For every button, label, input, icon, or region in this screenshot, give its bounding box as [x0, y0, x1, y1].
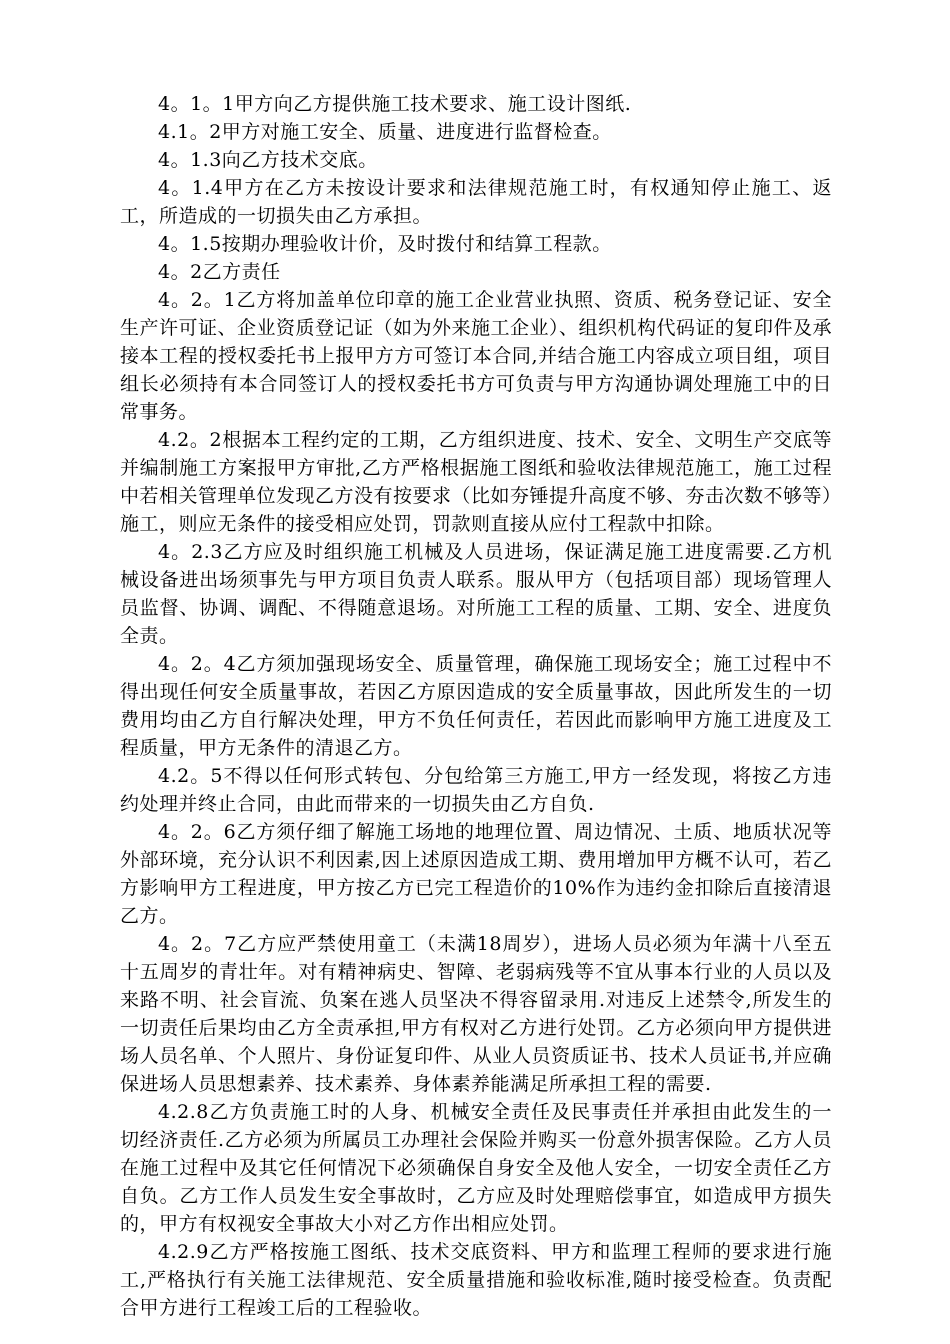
clause-4-1-2: 4.1。2甲方对施工安全、质量、进度进行监督检查。 [158, 121, 612, 143]
clause-4-2-1: 4。2。1乙方将加盖单位印章的施工企业营业执照、资质、税务登记证、安全生产许可证、企业资质登记证（如为外来施工企业）、组织机构代码证的复印件及承接本工程的授权委托书上报甲方方可签订本合同,并结合施工内容成立项目组，项目组长必须持有本合同签订人的授权委托书方可负责与甲方沟通协调处理施工中的日常事务。 [120, 289, 833, 423]
document-body [120, 90, 832, 1322]
clause-4-2-7: 4。2。7乙方应严禁使用童工（未满18周岁），进场人员必须为年满十八至五十五周岁的青壮年。对有精神病史、智障、老弱病残等不宜从事本行业的人员以及来路不明、社会盲流、负案在逃人员坚决不得容留录用.对违反上述禁令,所发生的一切责任后果均由乙方全责承担,甲方有权对乙方进行处罚。乙方必须向甲方提供进场人员名单、个人照片、身份证复印件、从业人员资质证书、技术人员证书,并应确保进场人员思想素养、技术素养、身体素养能满足所承担工程的需要. [120, 933, 832, 1095]
clause-4-2-8: 4.2.8乙方负责施工时的人身、机械安全责任及民事责任并承担由此发生的一切经济责任.乙方必须为所属员工办理社会保险并购买一份意外损害保险。乙方人员在施工过程中及其它任何情况下必须确保自身安全及他人安全，一切安全责任乙方自负。乙方工作人员发生安全事故时，乙方应及时处理赔偿事宜，如造成甲方损失的，甲方有权视安全事故大小对乙方作出相应处罚。 [120, 1101, 832, 1235]
clause-4-2-6: 4。2。6乙方须仔细了解施工场地的地理位置、周边情况、土质、地质状况等外部环境，充分认识不利因素,因上述原因造成工期、费用增加甲方概不认可，若乙方影响甲方工程进度，甲方按乙方已完工程造价的10%作为违约金扣除后直接清退乙方。 [120, 821, 832, 927]
clause-4-2-4: 4。2。4乙方须加强现场安全、质量管理，确保施工现场安全；施工过程中不得出现任何安全质量事故，若因乙方原因造成的安全质量事故，因此所发生的一切费用均由乙方自行解决处理，甲方不负任何责任，若因此而影响甲方施工进度及工程质量，甲方无条件的清退乙方。 [120, 653, 832, 759]
clause-4-2-5: 4.2。5不得以任何形式转包、分包给第三方施工,甲方一经发现，将按乙方违约处理并终止合同，由此而带来的一切损失由乙方自负. [120, 765, 832, 815]
clause-4-1-5: 4。1.5按期办理验收计价，及时拨付和结算工程款。 [158, 233, 612, 255]
clause-4-1-4: 4。1.4甲方在乙方未按设计要求和法律规范施工时，有权通知停止施工、返工，所造成的一切损失由乙方承担。 [120, 177, 832, 227]
clause-4-2-2: 4.2。2根据本工程约定的工期，乙方组织进度、技术、安全、文明生产交底等并编制施工方案报甲方审批,乙方严格根据施工图纸和验收法律规范施工，施工过程中若相关管理单位发现乙方没有按要求（比如夯锤提升高度不够、夯击次数不够等）施工，则应无条件的接受相应处罚，罚款则直接从应付工程款中扣除。 [120, 429, 833, 535]
clause-4-2-3: 4。2.3乙方应及时组织施工机械及人员进场，保证满足施工进度需要.乙方机械设备进出场须事先与甲方项目负责人联系。服从甲方（包括项目部）现场管理人员监督、协调、调配、不得随意退场。对所施工工程的质量、工期、安全、进度负全责。 [120, 541, 832, 647]
clause-4-2-9: 4.2.9乙方严格按施工图纸、技术交底资料、甲方和监理工程师的要求进行施工,严格执行有关施工法律规范、安全质量措施和验收标准,随时接受检查。负责配合甲方进行工程竣工后的工程验收。 [120, 1241, 832, 1319]
clause-4-1-1: 4。1。1甲方向乙方提供施工技术要求、施工设计图纸. [158, 93, 632, 115]
clause-4-1-3: 4。1.3向乙方技术交底。 [158, 149, 378, 171]
section-heading-4-2: 4。2乙方责任 [158, 261, 281, 283]
